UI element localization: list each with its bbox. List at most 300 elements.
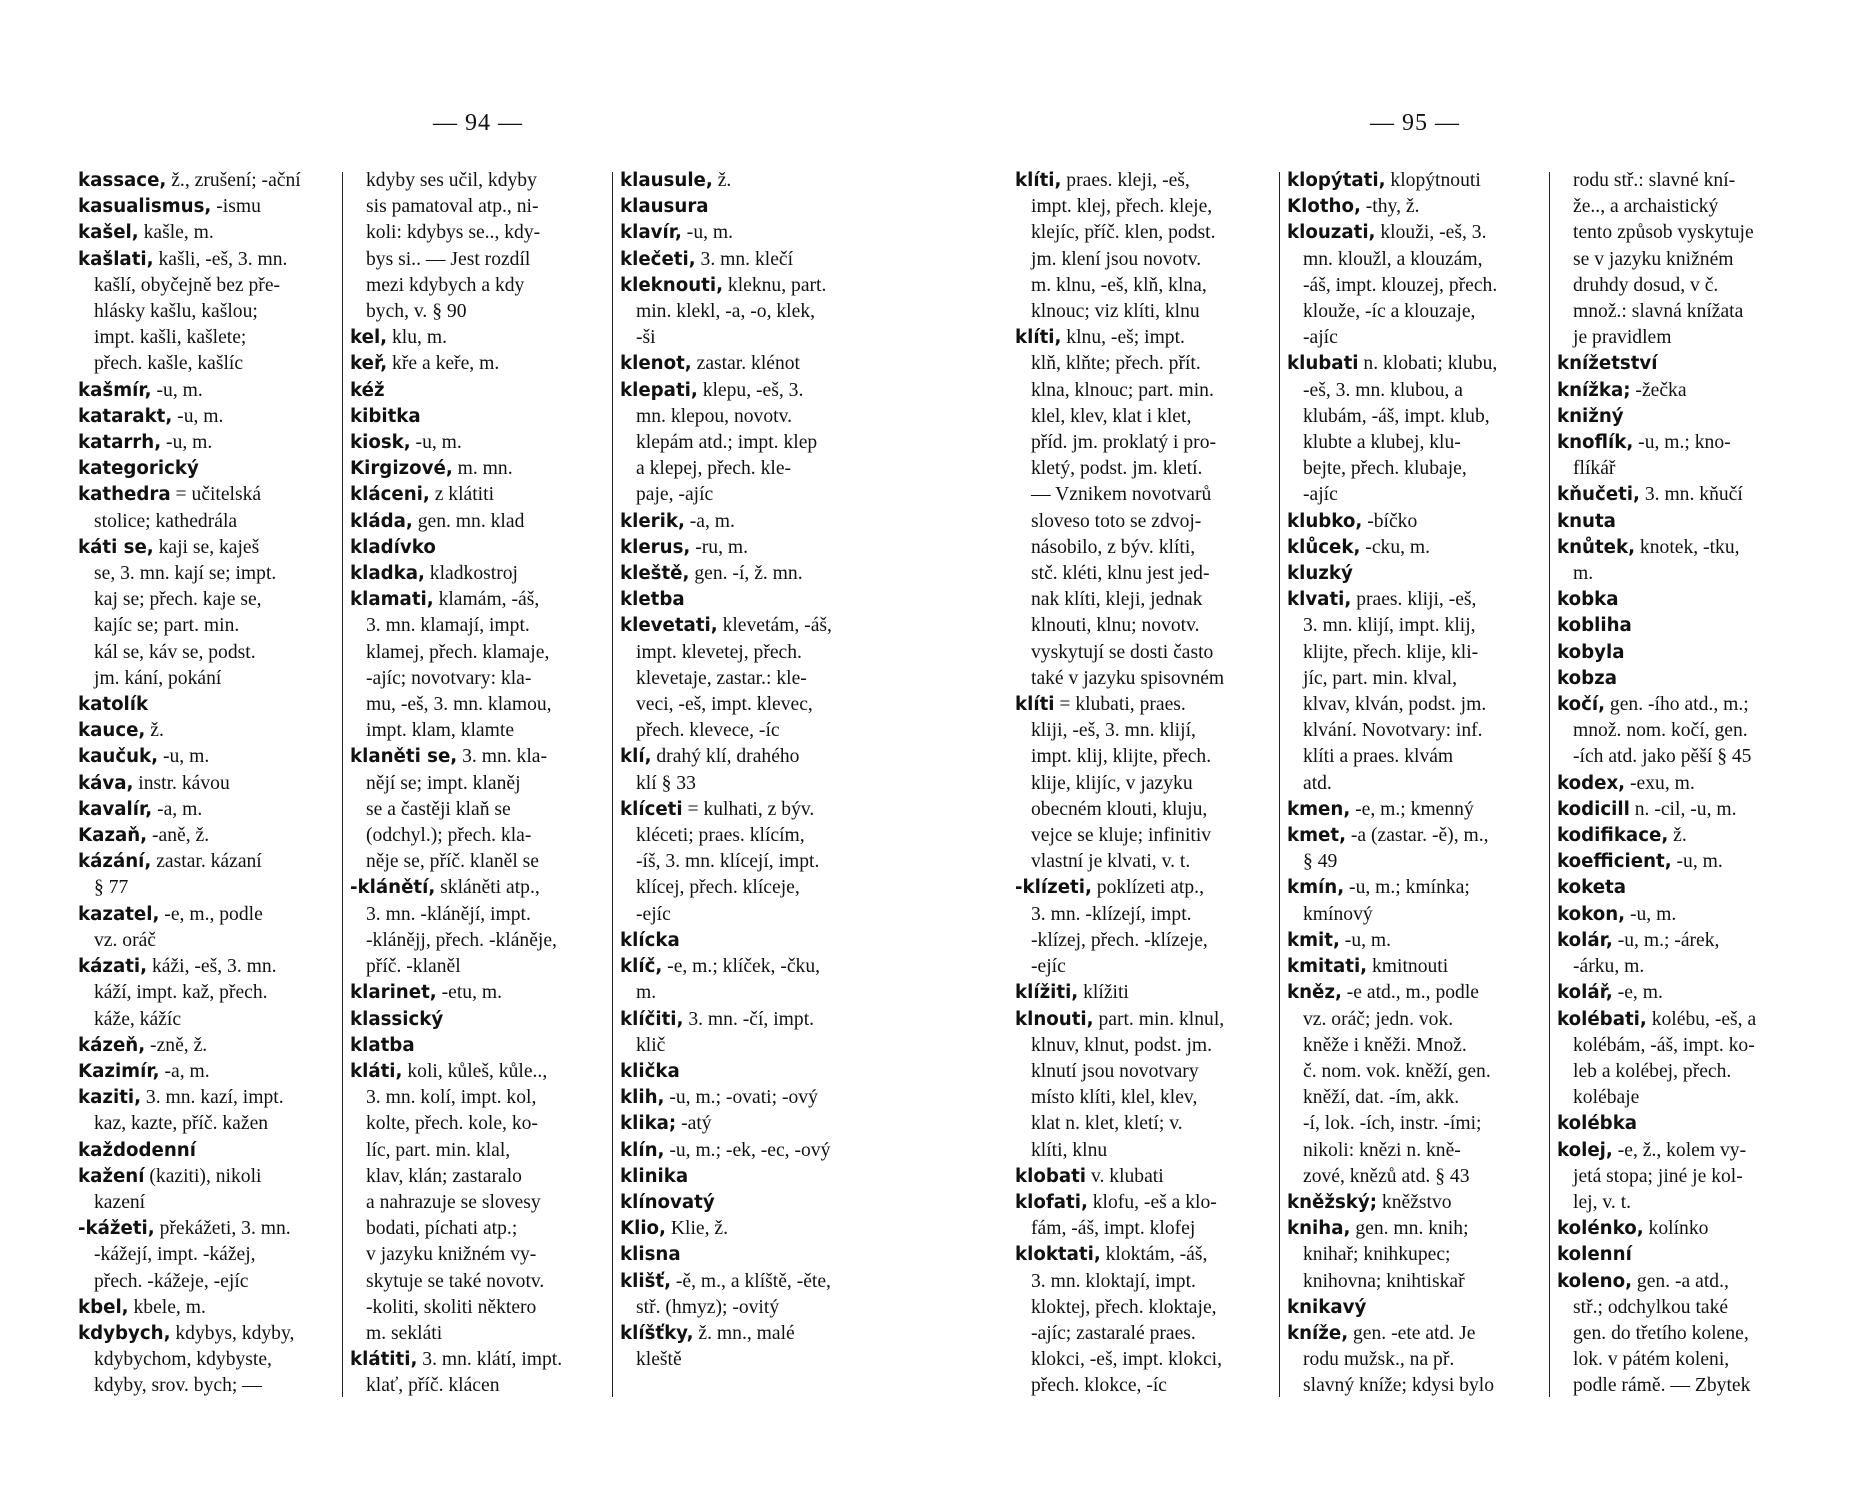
entry-text: klamej, přech. klamaje, (366, 641, 550, 663)
headword: kobza (1557, 667, 1617, 689)
dictionary-entry (620, 744, 874, 770)
dictionary-entry (1557, 351, 1811, 377)
entry-continuation (350, 1373, 604, 1399)
entry-text: klať, příč. klácen (366, 1375, 500, 1397)
entry-text: vz. oráč; jedn. vok. (1303, 1008, 1454, 1030)
headword: klišť, (620, 1270, 671, 1292)
headword: koleno, (1557, 1270, 1633, 1292)
entry-continuation (1557, 1321, 1811, 1347)
dictionary-entry (1557, 1269, 1811, 1295)
entry-text: líc, part. min. klal, (366, 1139, 511, 1161)
dictionary-entry (1287, 1190, 1541, 1216)
entry-text: sis pamatoval atp., ni- (366, 196, 539, 218)
entry-text: 3. mn. klijí, impt. klij, (1303, 615, 1476, 637)
entry-text: -exu, m. (1625, 772, 1695, 794)
entry-text: m. klnu, -eš, klň, klna, (1031, 274, 1207, 296)
entry-text: stř. (hmyz); -ovitý (636, 1296, 780, 1318)
headword: klí, (620, 746, 652, 768)
entry-text: se v jazyku knižném (1573, 248, 1734, 270)
entry-text: kněžstvo (1377, 1191, 1452, 1213)
headword: kniha, (1287, 1218, 1351, 1240)
entry-continuation (1015, 1059, 1269, 1085)
entry-continuation (620, 718, 874, 744)
dictionary-entry (1557, 980, 1811, 1006)
headword: kloktati, (1015, 1244, 1101, 1266)
dictionary-entry (1287, 220, 1541, 246)
dictionary-entry (78, 194, 332, 220)
dictionary-entry (78, 902, 332, 928)
dictionary-entry (350, 1033, 604, 1059)
entry-continuation (1015, 1138, 1269, 1164)
entry-text: -bíčko (1362, 510, 1418, 532)
dictionary-entry (1557, 771, 1811, 797)
headword: kleknouti, (620, 274, 723, 296)
headword: klnouti, (1015, 1008, 1094, 1030)
entry-text: ž., zrušení; -ační (166, 170, 301, 191)
entry-text: stř.; odchylkou také (1573, 1296, 1729, 1318)
entry-continuation (350, 1321, 604, 1347)
entry-text: ž. (1668, 825, 1687, 847)
headword: klisna (620, 1244, 681, 1266)
entry-continuation (620, 692, 874, 718)
entry-text: káži, -eš, 3. mn. (147, 956, 277, 978)
entry-continuation (620, 1347, 874, 1373)
headword: keř, (350, 353, 388, 375)
entry-text: -žečka (1630, 379, 1687, 401)
entry-continuation (620, 325, 874, 351)
headword: kmit, (1287, 929, 1340, 951)
entry-text: klu, m. (387, 327, 447, 349)
entry-text: (odchyl.); přech. kla- (366, 825, 532, 847)
entry-continuation (1557, 1164, 1811, 1190)
entry-continuation (1287, 1373, 1541, 1399)
headword: klopýtati, (1287, 170, 1386, 191)
entry-continuation (1287, 247, 1541, 273)
headword: klerus, (620, 536, 691, 558)
dictionary-entry (1287, 928, 1541, 954)
entry-continuation (78, 666, 332, 692)
dictionary-entry (1557, 404, 1811, 430)
dictionary-entry (350, 744, 604, 770)
entry-text: -ejíc (1031, 956, 1066, 978)
headword: kdybych, (78, 1322, 171, 1344)
entry-text: klevetám, -áš, (717, 615, 832, 637)
headword: kašel, (78, 222, 139, 244)
entry-text: slavný kníže; kdysi bylo (1303, 1375, 1495, 1397)
page-number: — 94 — (433, 110, 523, 136)
entry-text: kloktám, -áš, (1100, 1244, 1208, 1266)
entry-text: lej, v. t. (1573, 1191, 1632, 1213)
entry-text: -klánějj, přech. -kláněje, (366, 929, 557, 951)
headword: klička (620, 1060, 680, 1082)
entry-text: kdyby, srov. bych; — (94, 1375, 262, 1397)
entry-continuation (1015, 1321, 1269, 1347)
dictionary-entry (620, 1269, 874, 1295)
entry-text: -ajíc; zastaralé praes. (1031, 1322, 1196, 1344)
headword: Klio, (620, 1218, 666, 1240)
entry-text: § 49 (1303, 851, 1338, 873)
dictionary-entry (620, 378, 874, 404)
entry-text: m. (636, 982, 657, 1004)
entry-text: kaj se; přech. kaje se, (94, 589, 262, 611)
dictionary-entry (78, 744, 332, 770)
headword: -klízeti, (1015, 877, 1092, 899)
headword: knuta (1557, 510, 1616, 532)
dictionary-entry (350, 875, 604, 901)
entry-continuation (1015, 744, 1269, 770)
entry-text: -ajíc (1303, 484, 1338, 506)
dictionary-entry (350, 980, 604, 1006)
entry-text: množ. nom. kočí, gen. (1573, 720, 1748, 742)
entry-text: klnouc; viz klíti, klnu (1031, 301, 1200, 323)
dictionary-entry (1557, 482, 1811, 508)
entry-text: kajíc se; part. min. (94, 615, 240, 637)
entry-continuation (1287, 1111, 1541, 1137)
entry-text: přech. klevece, -íc (636, 720, 780, 742)
dictionary-entry (620, 273, 874, 299)
entry-text: -u, m.; kmínka; (1344, 877, 1470, 899)
entry-text: klížiti (1078, 982, 1129, 1004)
entry-text: klnuv, klnut, podst. jm. (1031, 1034, 1213, 1056)
entry-text: impt. klij, klijte, přech. (1031, 746, 1212, 768)
dictionary-entry (350, 482, 604, 508)
headword: kleště, (620, 563, 690, 585)
headword: klarinet, (350, 982, 437, 1004)
entry-continuation (1015, 378, 1269, 404)
headword: kázeň, (78, 1034, 146, 1056)
headword: kluzký (1287, 563, 1353, 585)
entry-continuation (1557, 456, 1811, 482)
entry-continuation (1557, 1033, 1811, 1059)
entry-text: klí § 33 (636, 772, 696, 794)
entry-text: klubte a klubej, klu- (1303, 432, 1461, 454)
entry-text: 3. mn. klamají, impt. (366, 615, 530, 637)
entry-text: vyskytují se dosti často (1031, 641, 1214, 663)
dictionary-entry (1287, 1295, 1541, 1321)
dictionary-entry (1557, 875, 1811, 901)
entry-text: -árku, m. (1573, 956, 1645, 978)
entry-text: překážeti, 3. mn. (154, 1218, 291, 1240)
dictionary-entry (1015, 1190, 1269, 1216)
dictionary-entry (1557, 849, 1811, 875)
entry-text: -a, m. (159, 1060, 210, 1082)
entry-text: n. klobati; klubu, (1358, 353, 1498, 375)
entry-continuation (350, 954, 604, 980)
dictionary-entry (1557, 692, 1811, 718)
entry-text: kál se, káv se, podst. (94, 641, 256, 663)
entry-text: kbele, m. (128, 1296, 206, 1318)
dictionary-entry (350, 1347, 604, 1373)
entry-text: kliji, -eš, 3. mn. klijí, (1031, 720, 1196, 742)
headword: klerik, (620, 510, 685, 532)
dictionary-entry (620, 1138, 874, 1164)
entry-continuation (1287, 1242, 1541, 1268)
entry-text: klije, klijíc, v jazyku (1031, 772, 1193, 794)
headword: katolík (78, 694, 149, 716)
entry-continuation (1287, 771, 1541, 797)
entry-text: kolébaje (1573, 1087, 1640, 1109)
entry-continuation (1287, 640, 1541, 666)
entry-text: 3. mn. -klízejí, impt. (1031, 903, 1192, 925)
headword: klín, (620, 1139, 665, 1161)
entry-text: -u, m. (1625, 903, 1677, 925)
entry-continuation (1015, 666, 1269, 692)
headword: káva, (78, 772, 134, 794)
entry-continuation (1557, 168, 1811, 194)
headword: kmet, (1287, 825, 1346, 847)
entry-text: klijte, přech. klije, kli- (1303, 641, 1479, 663)
entry-continuation (1015, 718, 1269, 744)
entry-text: -ismu (211, 196, 261, 218)
entry-text: příč. -klaněl (366, 956, 461, 978)
entry-text: jíc, part. min. klval, (1303, 667, 1457, 689)
entry-continuation (620, 980, 874, 1006)
entry-text: mn. klepou, novotv. (636, 405, 793, 427)
dictionary-entry (78, 456, 332, 482)
headword: kobyla (1557, 641, 1625, 663)
entry-text: se, 3. mn. kají se; impt. (94, 563, 277, 585)
entry-continuation (620, 823, 874, 849)
headword: kibitka (350, 405, 421, 427)
entry-continuation (350, 299, 604, 325)
page-number: — 95 — (1370, 110, 1460, 136)
dictionary-entry (1557, 823, 1811, 849)
entry-continuation (1557, 1085, 1811, 1111)
entry-continuation (1557, 1373, 1811, 1399)
entry-text: vejce se kluje; infinitiv (1031, 825, 1212, 847)
headword: klih, (620, 1087, 665, 1109)
entry-text: lok. v pátém koleni, (1573, 1349, 1730, 1371)
entry-text: flíkář (1573, 458, 1616, 480)
entry-text: kolébám, -áš, impt. ko- (1573, 1034, 1755, 1056)
entry-continuation (1015, 902, 1269, 928)
entry-continuation (1015, 247, 1269, 273)
entry-continuation (1557, 220, 1811, 246)
entry-text: mezi kdybych a kdy (366, 274, 525, 296)
entry-text: jetá stopa; jiné je kol- (1573, 1165, 1743, 1187)
entry-text: a klepej, přech. kle- (636, 458, 792, 480)
entry-text: gen. -í, ž. mn. (689, 563, 803, 585)
dictionary-entry (350, 1007, 604, 1033)
column-rule (342, 172, 343, 1397)
entry-text: přech. klokce, -íc (1031, 1375, 1167, 1397)
dictionary-entry (78, 823, 332, 849)
headword: klečeti, (620, 248, 696, 270)
entry-text: praes. kliji, -eš, (1351, 589, 1477, 611)
entry-text: -klízej, přech. -klízeje, (1031, 929, 1208, 951)
entry-continuation (1287, 1033, 1541, 1059)
headword: kňučeti, (1557, 484, 1640, 506)
dictionary-entry (350, 561, 604, 587)
entry-text: part. min. klnul, (1093, 1008, 1225, 1030)
entry-continuation (350, 928, 604, 954)
entry-text: -ši (636, 327, 656, 349)
entry-continuation (1287, 1059, 1541, 1085)
headword: kodicill (1557, 798, 1630, 820)
headword: každodenní (78, 1139, 196, 1161)
entry-text: sloveso toto se zdvoj- (1031, 510, 1202, 532)
dictionary-entry (78, 430, 332, 456)
entry-text: -ajíc; novotvary: kla- (366, 667, 532, 689)
entry-text: -u, m.; -ek, -ec, -ový (664, 1139, 831, 1161)
entry-text: 3. mn. -klánějí, impt. (366, 903, 531, 925)
entry-continuation (1557, 273, 1811, 299)
entry-text: 3. mn. klečí (695, 248, 794, 270)
entry-text: 3. mn. -čí, impt. (683, 1008, 815, 1030)
entry-continuation (620, 902, 874, 928)
entry-continuation (1015, 849, 1269, 875)
entry-text: § 77 (94, 877, 129, 899)
entry-continuation (1557, 325, 1811, 351)
entry-text: -u, m. (161, 432, 213, 454)
dictionary-entry (1557, 535, 1811, 561)
entry-text: kmitnouti (1367, 956, 1449, 978)
headword: kel, (350, 327, 388, 349)
entry-text: tento způsob vyskytuje (1573, 222, 1754, 244)
headword: klevetati, (620, 615, 718, 637)
dictionary-entry (350, 404, 604, 430)
dictionary-entry (1287, 1216, 1541, 1242)
dictionary-entry (350, 430, 604, 456)
headword: kláda, (350, 510, 413, 532)
entry-text: klíti a praes. klvám (1303, 746, 1454, 768)
dictionary-column (1287, 168, 1541, 1408)
dictionary-entry (620, 613, 874, 639)
entry-text: min. klekl, -a, -o, klek, (636, 301, 816, 323)
headword: káti se, (78, 536, 154, 558)
headword: kassace, (78, 170, 167, 191)
entry-continuation (1287, 325, 1541, 351)
entry-text: -atý (676, 1113, 712, 1135)
entry-text: impt. klevetej, přech. (636, 641, 802, 663)
entry-text: nějí se; impt. klaněj (366, 772, 521, 794)
entry-text: klav, klán; zastaralo (366, 1165, 522, 1187)
entry-text: instr. kávou (133, 772, 230, 794)
entry-text: klevetaje, zastar.: kle- (636, 667, 807, 689)
entry-continuation (1015, 771, 1269, 797)
entry-text: z klátiti (429, 484, 495, 506)
entry-text: násobilo, z býv. klíti, (1031, 536, 1196, 558)
entry-text: -e, m. (1612, 982, 1663, 1004)
headword: kladívko (350, 536, 436, 558)
dictionary-entry (1557, 797, 1811, 823)
entry-continuation (1287, 692, 1541, 718)
headword: klubko, (1287, 510, 1363, 532)
entry-continuation (350, 1164, 604, 1190)
entry-continuation (78, 509, 332, 535)
entry-continuation (350, 823, 604, 849)
entry-text: -ě, m., a klíště, -ěte, (671, 1270, 831, 1292)
entry-text: rodu stř.: slavné kní- (1573, 170, 1736, 191)
entry-continuation (350, 1242, 604, 1268)
dictionary-entry (350, 509, 604, 535)
headword: kolenní (1557, 1244, 1632, 1266)
entry-text: klnu, -eš; impt. (1061, 327, 1185, 349)
entry-text: fám, -áš, impt. klofej (1031, 1218, 1196, 1240)
entry-text: kmínový (1303, 903, 1373, 925)
dictionary-entry (620, 247, 874, 273)
entry-continuation (1557, 1347, 1811, 1373)
column-rule (1279, 172, 1280, 1397)
headword: kníže, (1287, 1322, 1349, 1344)
entry-continuation (350, 613, 604, 639)
entry-continuation (1557, 744, 1811, 770)
entry-continuation (350, 849, 604, 875)
headword: kaziti, (78, 1087, 142, 1109)
headword: klíčiti, (620, 1008, 684, 1030)
headword: klepati, (620, 379, 698, 401)
entry-text: podle rámě. — Zbytek (1573, 1375, 1751, 1397)
entry-text: -aně, ž. (147, 825, 210, 847)
entry-continuation (1015, 1111, 1269, 1137)
dictionary-entry (78, 1138, 332, 1164)
entry-text: mn. kloužl, a klouzám, (1303, 248, 1483, 270)
entry-continuation (1557, 247, 1811, 273)
dictionary-entry (1287, 535, 1541, 561)
dictionary-entry (1557, 509, 1811, 535)
dictionary-entry (620, 928, 874, 954)
entry-text: klň, klňte; přech. přít. (1031, 353, 1201, 375)
dictionary-entry (1015, 692, 1269, 718)
entry-text: klícej, přech. klíceje, (636, 877, 800, 899)
entry-text: gen. mn. knih; (1350, 1218, 1469, 1240)
entry-text: -áš, impt. klouzej, přech. (1303, 274, 1498, 296)
headword: Kirgizové, (350, 458, 453, 480)
entry-text: -eš, 3. mn. klubou, a (1303, 379, 1463, 401)
entry-continuation (620, 1033, 874, 1059)
entry-text: 3. mn. kňučí (1639, 484, 1743, 506)
entry-text: m. mn. (452, 458, 513, 480)
dictionary-column (1015, 168, 1269, 1408)
entry-text: gen. -a atd., (1632, 1270, 1729, 1292)
entry-text: kaji se, kaješ (153, 536, 260, 558)
headword: klika; (620, 1113, 677, 1135)
entry-continuation (78, 613, 332, 639)
headword: Kazimír, (78, 1060, 160, 1082)
headword: klížiti, (1015, 982, 1079, 1004)
entry-text: kněže i kněži. Množ. (1303, 1034, 1467, 1056)
entry-text: klubám, -áš, impt. klub, (1303, 405, 1490, 427)
entry-text: stolice; kathedrála (94, 510, 238, 532)
entry-continuation (350, 771, 604, 797)
entry-text: -u, m. (1671, 851, 1723, 873)
headword: klinika (620, 1165, 689, 1187)
entry-text: drahý klí, drahého (651, 746, 800, 768)
entry-continuation (350, 1138, 604, 1164)
dictionary-entry (620, 535, 874, 561)
headword: klamati, (350, 589, 434, 611)
dictionary-entry (350, 351, 604, 377)
entry-continuation (1557, 1295, 1811, 1321)
entry-continuation (1557, 954, 1811, 980)
entry-text: klouži, -eš, 3. (1375, 222, 1487, 244)
entry-text: bodati, píchati atp.; (366, 1218, 518, 1240)
entry-continuation (78, 640, 332, 666)
headword: klavír, (620, 222, 682, 244)
dictionary-entry (1287, 168, 1541, 194)
entry-text: něje se, příč. klaněl se (366, 851, 540, 873)
entry-text: kašli, -eš, 3. mn. (153, 248, 288, 270)
headword: knoflík, (1557, 432, 1634, 454)
entry-continuation (1015, 1033, 1269, 1059)
dictionary-entry (1015, 875, 1269, 901)
entry-text: praes. kleji, -eš, (1061, 170, 1190, 191)
entry-text: také v jazyku spisovném (1031, 667, 1225, 689)
headword: -klánětí, (350, 877, 436, 899)
dictionary-entry (1015, 1242, 1269, 1268)
headword: klíšťky, (620, 1322, 694, 1344)
dictionary-entry (620, 1085, 874, 1111)
